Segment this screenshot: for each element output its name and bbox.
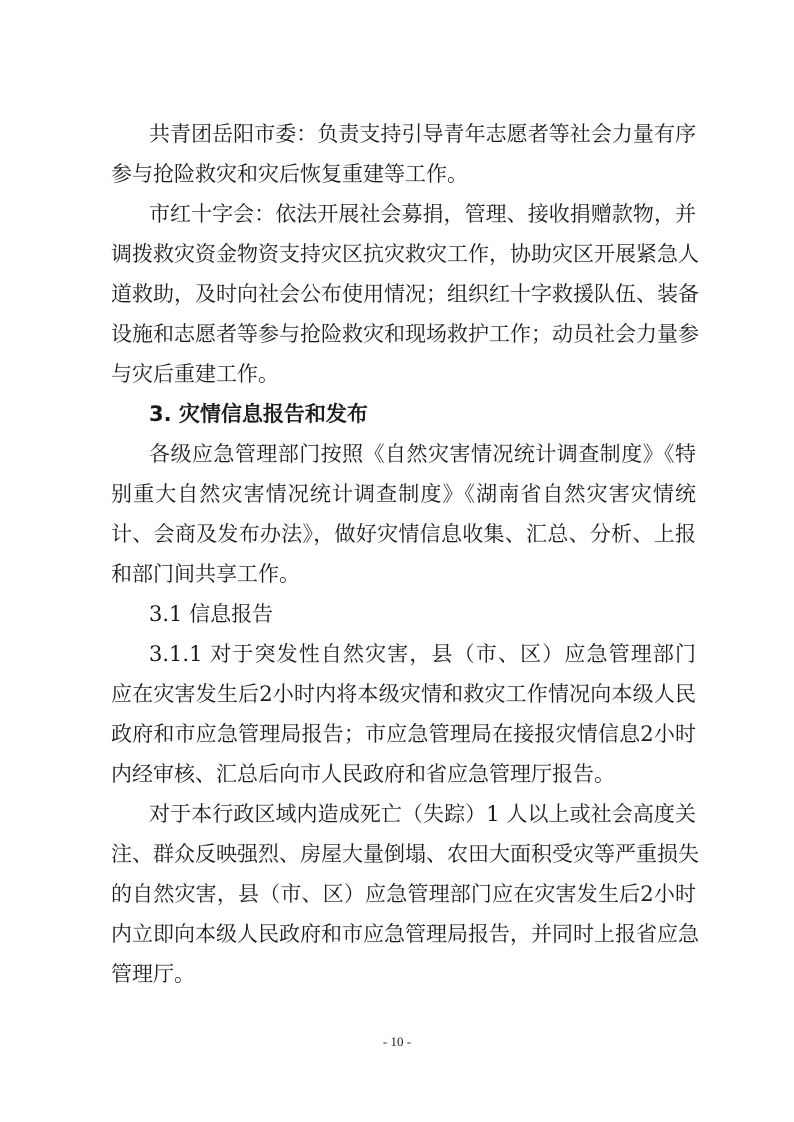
paragraph-line: 共青团岳阳市委：负责支持引导青年志愿者等社会力量有序: [149, 122, 696, 146]
paragraph-line: 注、群众反映强烈、房屋大量倒塌、农田大面积受灾等严重损失: [111, 842, 699, 866]
paragraph-line: 政府和市应急管理局报告；市应急管理局在接报灾情信息2小时: [111, 722, 696, 746]
paragraph-line: 市红十字会：依法开展社会募捐，管理、接收捐赠款物，并: [149, 202, 696, 226]
paragraph-line: 3.1.1 对于突发性自然灾害，县（市、区）应急管理部门: [149, 642, 696, 666]
paragraph-line: 计、会商及发布办法》，做好灾情信息收集、汇总、分析、上报: [111, 522, 696, 546]
paragraph-line: 各级应急管理部门按照《自然灾害情况统计调查制度》《特: [149, 442, 696, 466]
paragraph-line: 应在灾害发生后2小时内将本级灾情和救灾工作情况向本级人民: [111, 682, 696, 706]
section-heading: 3. 灾情信息报告和发布: [149, 402, 368, 426]
paragraph-line: 内经审核、汇总后向市人民政府和省应急管理厅报告。: [111, 762, 615, 786]
paragraph-line: 对于本行政区域内造成死亡（失踪）1 人以上或社会高度关: [149, 802, 696, 826]
paragraph-line: 设施和志愿者等参与抢险救灾和现场救护工作；动员社会力量参: [111, 322, 699, 346]
page-number: - 10 -: [382, 1034, 412, 1049]
paragraph-line: 参与抢险救灾和灾后恢复重建等工作。: [111, 162, 468, 186]
paragraph-line: 的自然灾害，县（市、区）应急管理部门应在灾害发生后2小时: [111, 882, 696, 906]
paragraph-line: 调拨救灾资金物资支持灾区抗灾救灾工作，协助灾区开展紧急人: [111, 242, 699, 266]
paragraph-line: 管理厅。: [111, 962, 195, 986]
subsection-heading: 3.1 信息报告: [149, 602, 274, 626]
paragraph-line: 别重大自然灾害情况统计调查制度》《湖南省自然灾害灾情统: [111, 482, 696, 506]
paragraph-line: 和部门间共享工作。: [111, 562, 300, 586]
paragraph-line: 道救助，及时向社会公布使用情况；组织红十字救援队伍、装备: [111, 282, 699, 306]
paragraph-line: 内立即向本级人民政府和市应急管理局报告，并同时上报省应急: [111, 922, 699, 946]
paragraph-line: 与灾后重建工作。: [111, 362, 279, 386]
